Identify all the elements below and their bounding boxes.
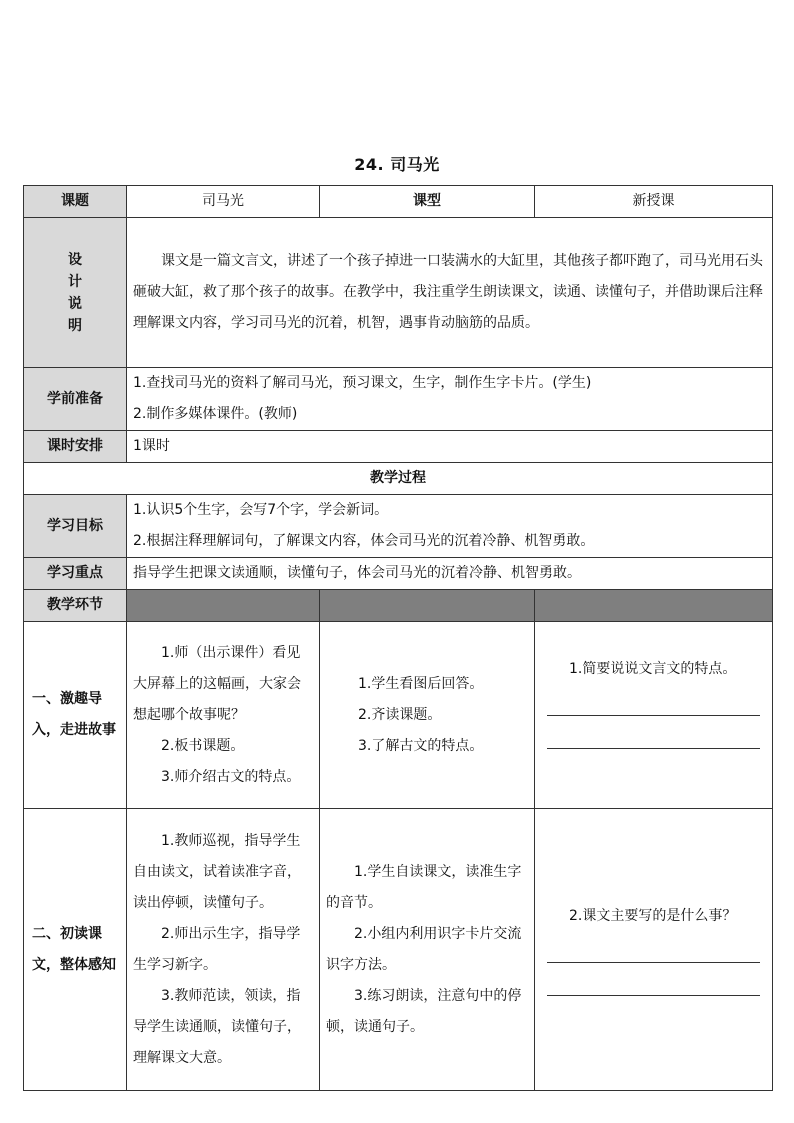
goals-label: 学习目标 [24,495,127,558]
stage-teacher-activity: 1.师（出示课件）看见大屏幕上的这幅画，大家会想起哪个故事呢？ 2.板书课题。 3.师介绍古文的特点。 [127,622,320,809]
stage-student-activity: 1.学生看图后回答。 2.齐读课题。 3.了解古文的特点。 [320,622,535,809]
focus-label: 学习重点 [24,558,127,590]
type-label: 课型 [320,186,535,218]
stages-header-blank-3 [535,590,773,622]
stages-header-blank-2 [320,590,535,622]
design-label: 设 计 说 明 [24,218,127,368]
stage-name: 二、初读课文，整体感知 [24,809,127,1091]
stages-header-row [24,590,773,622]
answer-line[interactable] [547,932,760,963]
stages-header-blank-1 [127,590,320,622]
stage-name: 一、激趣导入，走进故事 [24,622,127,809]
focus-row [24,558,773,590]
header-row [24,186,773,218]
answer-line[interactable] [547,685,760,716]
topic-label: 课题 [24,186,127,218]
prep-content: 1.查找司马光的资料了解司马光，预习课文，生字，制作生字卡片。(学生) 2.制作多媒体课件。(教师) [127,368,773,431]
stage-question: 2.课文主要写的是什么事？ [535,809,773,1091]
stage-student-activity: 1.学生自读课文，读准生字的音节。 2.小组内利用识字卡片交流识字方法。 3.练习朗读，注意句中的停顿，读通句子。 [320,809,535,1091]
answer-line[interactable] [547,718,760,749]
prep-row [24,368,773,431]
stage-row [24,809,773,1091]
lesson-plan-table [23,185,773,1091]
answer-line[interactable] [547,965,760,996]
topic-value: 司马光 [127,186,320,218]
stages-label: 教学环节 [24,590,127,622]
design-text: 课文是一篇文言文，讲述了一个孩子掉进一口装满水的大缸里，其他孩子都吓跑了，司马光用石头砸破大缸，救了那个孩子的故事。在教学中，我注重学生朗读课文，读通、读懂句子，并借助课后注释理解课文内容，学习司马光的沉着，机智，遇事肯动脑筋的品质。 [127,218,773,368]
goals-content: 1.认识5个生字，会写7个字，学会新词。 2.根据注释理解词句，了解课文内容，体会司马光的沉着冷静、机智勇敢。 [127,495,773,558]
process-title: 教学过程 [24,463,773,495]
stage-row [24,622,773,809]
process-title-row [24,463,773,495]
prep-label: 学前准备 [24,368,127,431]
type-value: 新授课 [535,186,773,218]
schedule-value: 1课时 [127,431,773,463]
stage-question: 1.简要说说文言文的特点。 [535,622,773,809]
focus-value: 指导学生把课文读通顺，读懂句子，体会司马光的沉着冷静、机智勇敢。 [127,558,773,590]
design-row [24,218,773,368]
schedule-row [24,431,773,463]
goals-row [24,495,773,558]
schedule-label: 课时安排 [24,431,127,463]
page-title: 24. 司马光 [354,155,440,174]
stage-teacher-activity: 1.教师巡视，指导学生自由读文，试着读准字音，读出停顿，读懂句子。 2.师出示生字，指导学生学习新字。 3.教师范读，领读，指导学生读通顺，读懂句子，理解课文大意。 [127,809,320,1091]
